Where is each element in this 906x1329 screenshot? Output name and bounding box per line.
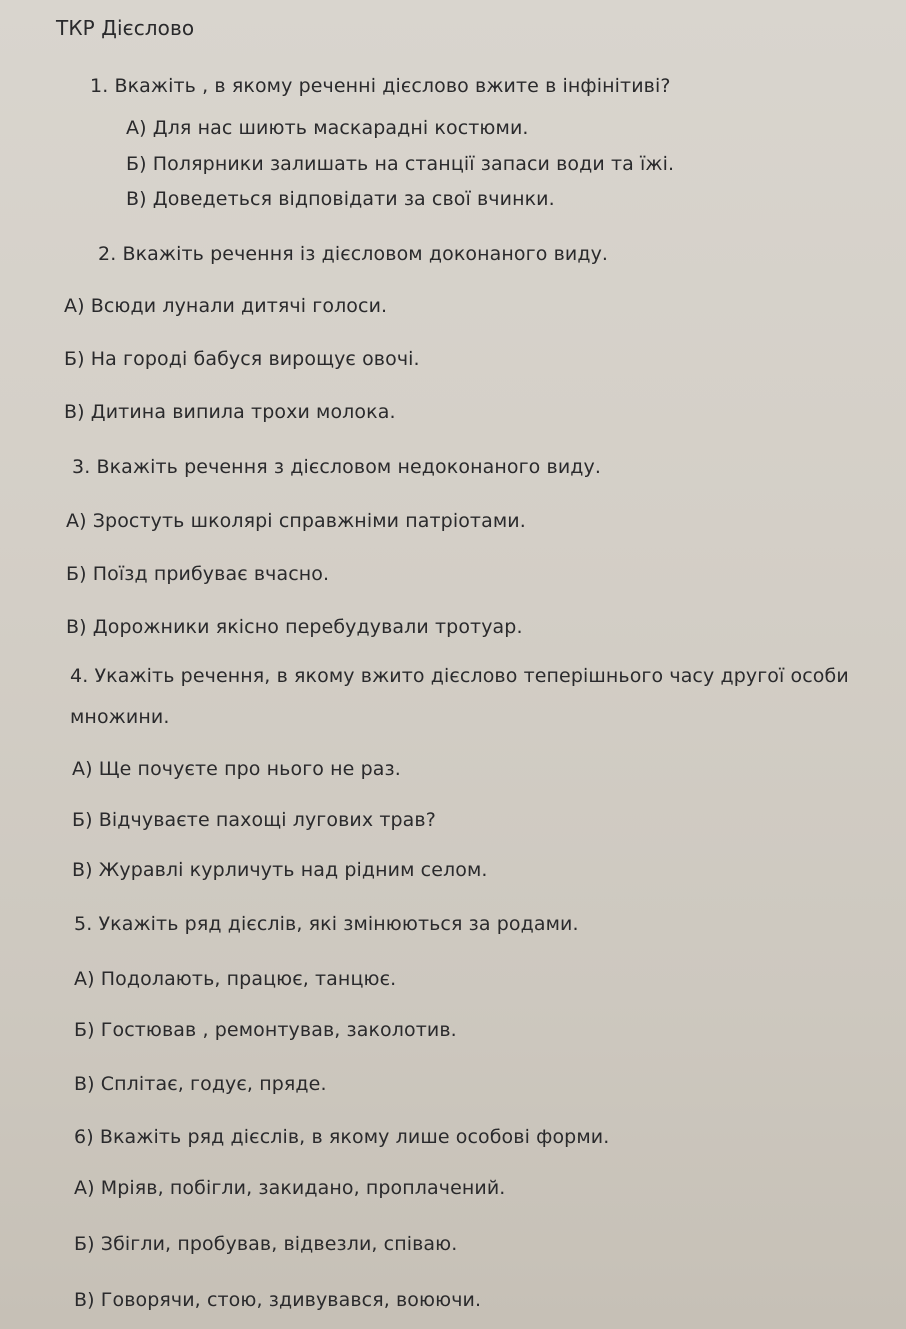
q6-option-c: В) Говорячи, стою, здивувався, воюючи. <box>74 1289 482 1311</box>
q1-option-a: А) Для нас шиють маскарадні костюми. <box>126 117 529 139</box>
question-4: 4. Укажіть речення, в якому вжито дієслово теперішнього часу другої особи <box>70 665 849 687</box>
q3-option-a: А) Зростуть школярі справжніми патріотами. <box>66 510 526 532</box>
question-5: 5. Укажіть ряд дієслів, які змінюються за родами. <box>74 913 579 935</box>
q4-option-a: А) Ще почуєте про нього не раз. <box>72 758 401 780</box>
q6-option-b: Б) Збігли, пробував, відвезли, співаю. <box>74 1233 458 1255</box>
q1-option-c: В) Доведеться відповідати за свої вчинки. <box>126 188 555 210</box>
q3-option-c: В) Дорожники якісно перебудували тротуар. <box>66 616 523 638</box>
q3-option-b: Б) Поїзд прибуває вчасно. <box>66 563 330 585</box>
question-4-continued: множини. <box>70 706 170 728</box>
q2-option-b: Б) На городі бабуся вирощує овочі. <box>64 348 420 370</box>
q2-option-c: В) Дитина випила трохи молока. <box>64 401 396 423</box>
question-3: 3. Вкажіть речення з дієсловом недоконаного виду. <box>72 456 601 478</box>
q6-option-a: А) Мріяв, побігли, закидано, проплачений. <box>74 1177 506 1199</box>
q5-option-c: В) Сплітає, годує, пряде. <box>74 1073 327 1095</box>
worksheet-title: ТКР Дієслово <box>56 16 195 40</box>
q5-option-b: Б) Гостював , ремонтував, заколотив. <box>74 1019 457 1041</box>
q4-option-b: Б) Відчуваєте пахощі лугових трав? <box>72 809 436 831</box>
q2-option-a: А) Всюди лунали дитячі голоси. <box>64 295 388 317</box>
q4-option-c: В) Журавлі курличуть над рідним селом. <box>72 859 488 881</box>
q5-option-a: А) Подолають, працює, танцює. <box>74 968 397 990</box>
question-1: 1. Вкажіть , в якому реченні дієслово вжите в інфінітиві? <box>90 75 671 97</box>
q1-option-b: Б) Полярники залишать на станції запаси води та їжі. <box>126 153 675 175</box>
question-2: 2. Вкажіть речення із дієсловом доконаного виду. <box>98 243 609 265</box>
question-6: 6) Вкажіть ряд дієслів, в якому лише особові форми. <box>74 1126 610 1148</box>
